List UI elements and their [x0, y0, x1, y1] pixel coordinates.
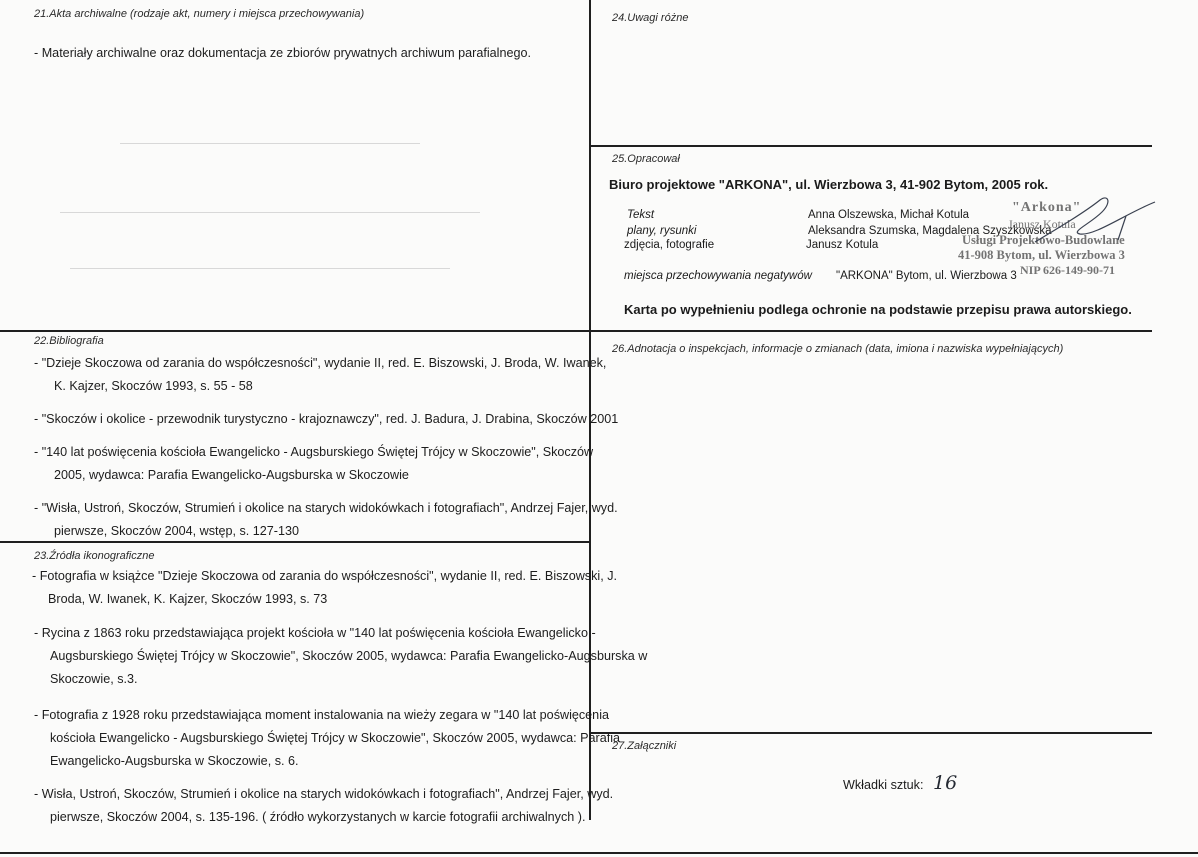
stamp-line: Janusz Kotula: [1008, 217, 1076, 231]
bleed-through-mark: [120, 143, 420, 144]
bleed-through-mark: [70, 268, 450, 269]
inserts-count: [843, 772, 957, 794]
bibliography-entry: [34, 352, 606, 398]
divider-24-25: [591, 145, 1152, 147]
iconographic-entry: [34, 622, 647, 691]
credit-value: Janusz Kotula: [806, 239, 879, 251]
credit-label: plany, rysunki: [627, 225, 697, 237]
bottom-border: [0, 852, 1198, 854]
inserts-label: Wkładki sztuk:: [843, 778, 924, 792]
entry-line: pierwsze, Skoczów 2004, s. 135-196. ( źródło wykorzystanych w karcie fotografii archiwalnych ).: [50, 810, 586, 824]
entry-line: - Wisła, Ustroń, Skoczów, Strumień i okolice na starych widokówkach i fotografiach", Andrzej Fajer, wyd.: [34, 787, 614, 801]
entry-line: - "Wisła, Ustroń, Skoczów, Strumień i okolice na starych widokówkach i fotografiach", Andrzej Fajer, wyd.: [34, 501, 618, 515]
entry-line: Augsburskiego Świętej Trójcy w Skoczowie", Skoczów 2005, wydawca: Parafia Ewangelicko-Augsburska w: [50, 649, 648, 663]
section-23-title: 23.Źródła ikonograficzne: [34, 550, 155, 562]
credit-value: Aleksandra Szumska, Magdalena Szyszkowska: [808, 225, 1052, 237]
entry-line: - "Dzieje Skoczowa od zarania do współczesności", wydanie II, red. E. Biszowski, J. Broda, W. Iwanek,: [34, 356, 607, 370]
section-26-title: 26.Adnotacja o inspekcjach, informacje o zmianach (data, imiona i nazwiska wypełniających): [612, 343, 1064, 355]
divider-row-2: [0, 330, 1152, 332]
iconographic-entry: [34, 704, 620, 773]
stamp-line: 41-908 Bytom, ul. Wierzbowa 3: [958, 248, 1125, 262]
signature-icon: [1030, 192, 1160, 252]
entry-line: - Fotografia z 1928 roku przedstawiająca moment instalowania na wieży zegara w "140 lat poświęcenia: [34, 708, 609, 722]
entry-line: K. Kajzer, Skoczów 1993, s. 55 - 58: [54, 379, 253, 393]
stamp-line: Usługi Projektowo-Budowlane: [962, 233, 1125, 247]
entry-line: - Fotografia w książce "Dzieje Skoczowa od zarania do współczesności", wydanie II, red. E. Biszowski, J.: [32, 569, 617, 583]
archive-note-line: - Materiały archiwalne oraz dokumentacja ze zbiorów prywatnych archiwum parafialnego.: [34, 46, 531, 60]
section-27-title: 27.Załączniki: [612, 740, 677, 752]
iconographic-entry: [32, 565, 617, 611]
divider-26-27: [591, 732, 1152, 734]
entry-line: kościoła Ewangelicko - Augsburskiego Świętej Trójcy w Skoczowie", Skoczów 2005, wydawca: Parafia: [50, 731, 621, 745]
credit-label: Tekst: [627, 209, 655, 221]
copyright-notice: Karta po wypełnieniu podlega ochronie na podstawie przepisu prawa autorskiego.: [624, 302, 1132, 317]
stamp-line: "Arkona": [1012, 200, 1082, 215]
credit-value: Anna Olszewska, Michał Kotula: [808, 209, 970, 221]
entry-line: Skoczowie, s.3.: [50, 672, 138, 686]
bibliography-entry: [34, 408, 618, 431]
section-21-title: 21.Akta archiwalne (rodzaje akt, numery i miejsca przechowywania): [34, 8, 365, 20]
credit-label: zdjęcia, fotografie: [624, 239, 715, 251]
bibliography-entry: [34, 497, 618, 543]
bibliography-entry: [34, 441, 593, 487]
section-25-title: 25.Opracował: [612, 153, 680, 165]
entry-line: 2005, wydawca: Parafia Ewangelicko-Augsburska w Skoczowie: [54, 468, 409, 482]
section-24-title: 24.Uwagi różne: [612, 12, 689, 24]
inserts-value: 16: [932, 772, 958, 794]
entry-line: - "Skoczów i okolice - przewodnik turystyczno - krajoznawczy", red. J. Badura, J. Drabina, Skoczów 2001: [34, 412, 619, 426]
entry-line: Broda, W. Iwanek, K. Kajzer, Skoczów 1993, s. 73: [48, 592, 328, 606]
iconographic-entry: [34, 783, 613, 829]
archive-note: [34, 42, 531, 65]
credit-label: miejsca przechowywania negatywów: [624, 270, 812, 282]
entry-line: - Rycina z 1863 roku przedstawiająca projekt kościoła w "140 lat poświęcenia kościoła Ewangelicko -: [34, 626, 596, 640]
stamp-line: NIP 626-149-90-71: [1020, 263, 1115, 277]
firm-info: Biuro projektowe "ARKONA", ul. Wierzbowa 3, 41-902 Bytom, 2005 rok.: [609, 177, 1049, 192]
bleed-through-mark: [60, 212, 480, 213]
credit-value: "ARKONA" Bytom, ul. Wierzbowa 3: [836, 270, 1017, 282]
section-22-title: 22.Bibliografia: [34, 335, 104, 347]
entry-line: - "140 lat poświęcenia kościoła Ewangelicko - Augsburskiego Świętej Trójcy w Skoczowie", Skoczów: [34, 445, 594, 459]
entry-line: pierwsze, Skoczów 2004, wstęp, s. 127-130: [54, 524, 300, 538]
entry-line: Ewangelicko-Augsburska w Skoczowie, s. 6.: [50, 754, 299, 768]
